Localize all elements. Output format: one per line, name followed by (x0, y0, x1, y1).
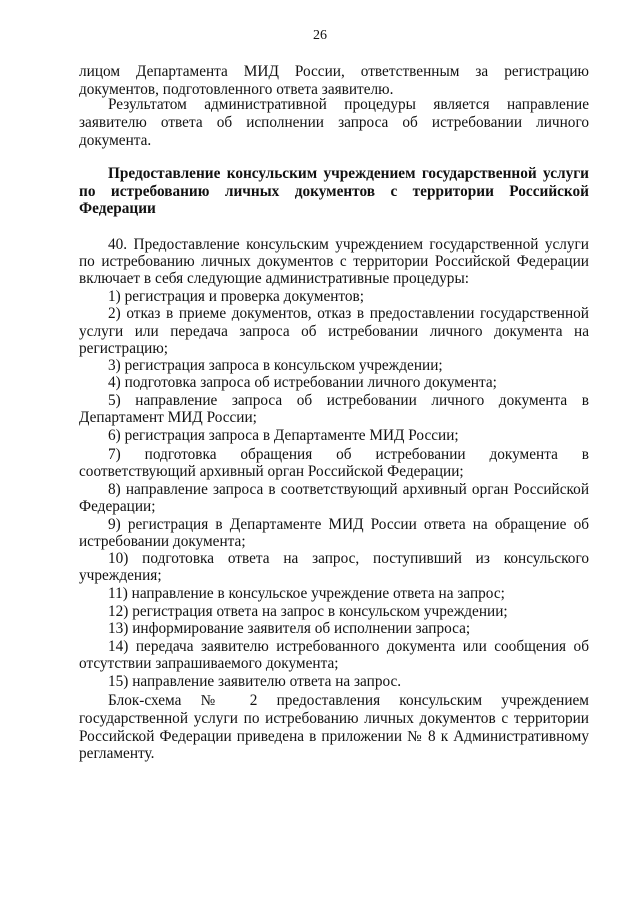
text-line: лицом Департамента МИД России, ответственным за регистрацию (79, 63, 589, 80)
text-line: 40. Предоставление консульским учреждением государственной услуги (108, 236, 589, 253)
text-line: Результатом административной процедуры является направление (108, 96, 589, 113)
section-heading-line: Предоставление консульским учреждением государственной услуги (108, 165, 589, 182)
page-number: 26 (313, 28, 327, 43)
text-line: Российской Федерации приведена в приложении № 8 к Административному (79, 728, 589, 745)
text-line: включает в себя следующие административные процедуры: (79, 270, 469, 287)
text-line: документа. (79, 132, 152, 149)
list-item-line: учреждения; (79, 567, 162, 584)
text-line: регламенту. (79, 745, 155, 762)
list-item-line: 5) направление запроса об истребовании личного документа в (108, 392, 589, 409)
list-item-line: 4) подготовка запроса об истребовании личного документа; (108, 374, 497, 391)
list-item-line: 6) регистрация запроса в Департаменте МИД России; (108, 427, 459, 444)
list-item-line: отсутствии запрашиваемого документа; (79, 655, 339, 672)
list-item-line: соответствующий архивный орган Российской Федерации; (79, 463, 464, 480)
list-item-line: 9) регистрация в Департаменте МИД России ответа на обращение об (108, 516, 589, 533)
section-heading-line: Федерации (79, 200, 156, 217)
list-item-line: 3) регистрация запроса в консульском учреждении; (108, 357, 443, 374)
list-item-line: 1) регистрация и проверка документов; (108, 288, 365, 305)
list-item-line: Департамент МИД России; (79, 409, 257, 426)
text-line: государственной услуги по истребованию личных документов с территории (79, 710, 589, 727)
list-item-line: 10) подготовка ответа на запрос, поступивший из консульского (108, 550, 589, 567)
list-item-line: регистрацию; (79, 340, 169, 357)
list-item-line: 11) направление в консульское учреждение ответа на запрос; (108, 585, 505, 602)
text-line: Блок-схема № 2 предоставления консульским учреждением (108, 692, 589, 709)
list-item-line: 8) направление запроса в соответствующий архивный орган Российской (108, 481, 589, 498)
list-item-line: 14) передача заявителю истребованного документа или сообщения об (108, 638, 589, 655)
list-item-line: 7) подготовка обращения об истребовании документа в (108, 446, 589, 463)
text-line: заявителю ответа об исполнении запроса об истребовании личного (79, 114, 589, 131)
list-item-line: 15) направление заявителю ответа на запрос. (108, 673, 402, 690)
text-line: документов, подготовленного ответа заявителю. (79, 81, 394, 98)
list-item-line: 12) регистрация ответа на запрос в консульском учреждении; (108, 603, 508, 620)
list-item-line: услуги или передача запроса об истребовании личного документа на (79, 323, 589, 340)
list-item-line: Федерации; (79, 498, 156, 515)
section-heading-line: по истребованию личных документов с территории Российской (79, 183, 589, 200)
list-item-line: истребовании документа; (79, 533, 246, 550)
list-item-line: 2) отказ в приеме документов, отказ в предоставлении государственной (108, 305, 589, 322)
list-item-line: 13) информирование заявителя об исполнении запроса; (108, 620, 471, 637)
text-line: по истребованию личных документов с территории Российской Федерации (79, 253, 589, 270)
